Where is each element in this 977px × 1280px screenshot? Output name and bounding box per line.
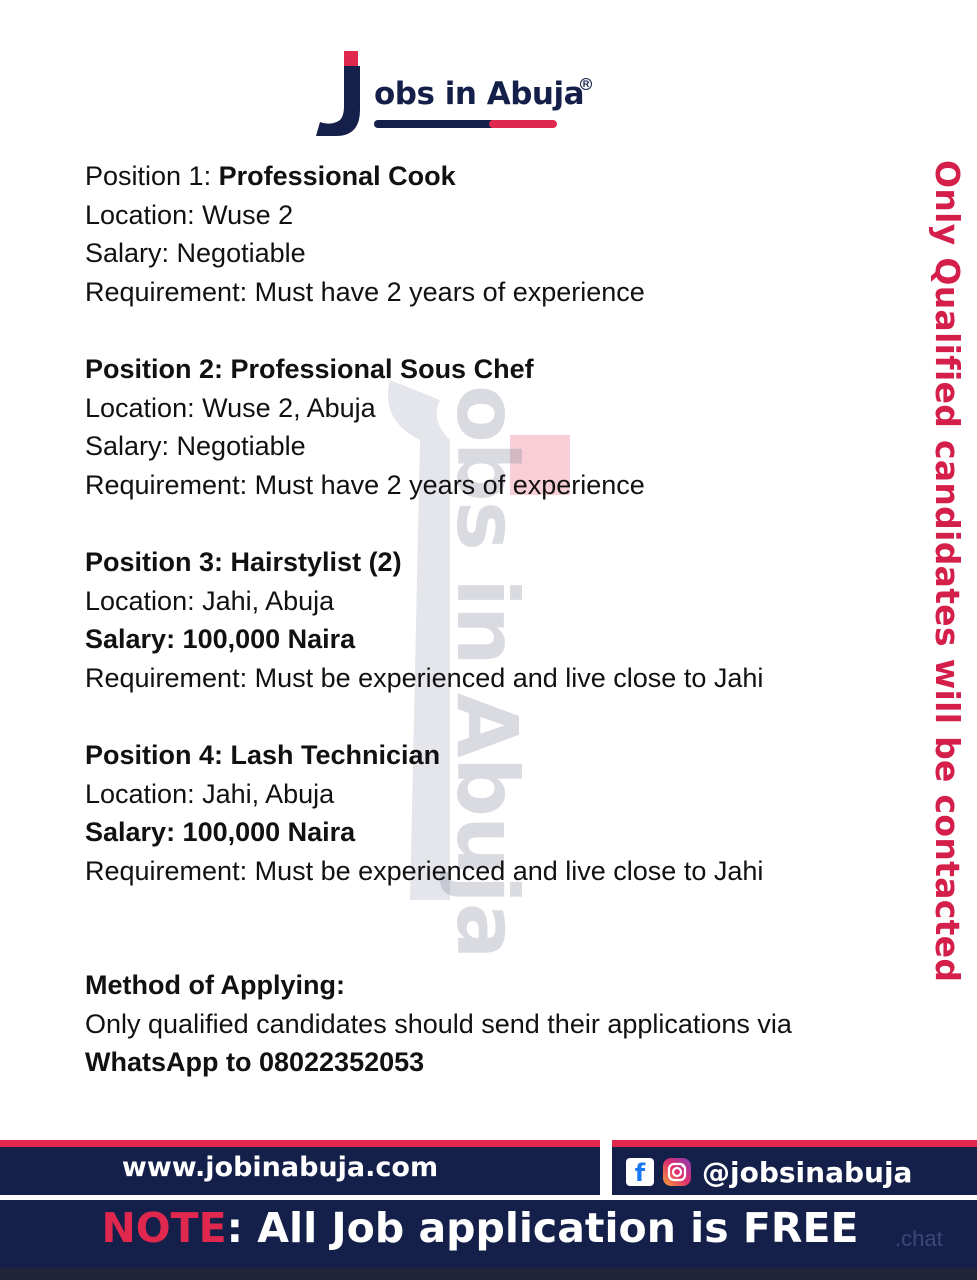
social-links[interactable]	[626, 1155, 912, 1189]
logo-j-mark	[314, 48, 374, 143]
position-3-salary: Salary: 100,000 Naira	[85, 624, 356, 655]
footer-note	[0, 1204, 960, 1252]
instagram-icon[interactable]	[662, 1157, 692, 1187]
brand-logo	[314, 48, 604, 143]
footer-accent-line	[0, 1140, 977, 1147]
position-2-salary: Salary: Negotiable	[85, 431, 306, 462]
position-4-salary: Salary: 100,000 Naira	[85, 817, 356, 848]
footer-edge	[0, 1268, 977, 1280]
position-2-location: Location: Wuse 2, Abuja	[85, 392, 376, 423]
position-3-location: Location: Jahi, Abuja	[85, 585, 335, 616]
position-1-title: Position 1: Professional Cook	[85, 161, 456, 191]
chat-watermark: .chat	[895, 1226, 943, 1251]
position-1-location: Location: Wuse 2	[85, 199, 294, 230]
registered-mark: R	[580, 78, 592, 90]
job-listings	[85, 157, 885, 890]
apply-section	[85, 966, 792, 1082]
position-2-title: Position 2: Professional Sous Chef	[85, 353, 534, 384]
logo-text: obs in Abuja	[374, 76, 585, 112]
apply-text: Only qualified candidates should send their applications via	[85, 1008, 792, 1039]
apply-contact: WhatsApp to 08022352053	[85, 1047, 425, 1078]
position-4-title: Position 4: Lash Technician	[85, 739, 441, 770]
position-4-location: Location: Jahi, Abuja	[85, 778, 335, 809]
social-handle[interactable]: @jobsinabuja	[702, 1155, 913, 1189]
note-label: NOTE	[101, 1204, 227, 1252]
position-2-requirement: Requirement: Must have 2 years of experience	[85, 469, 645, 500]
facebook-icon[interactable]: f	[626, 1158, 654, 1186]
position-1-requirement: Requirement: Must have 2 years of experience	[85, 276, 645, 307]
position-1-salary: Salary: Negotiable	[85, 238, 306, 269]
watermark-text: obs in Abuja	[438, 385, 536, 959]
note-text: : All Job application is FREE	[226, 1204, 859, 1252]
side-note: Only Qualified candidates will be contacted	[928, 160, 967, 983]
footer-divider	[600, 1140, 612, 1196]
apply-heading: Method of Applying:	[85, 970, 345, 1000]
position-3-title: Position 3: Hairstylist (2)	[85, 546, 402, 577]
position-4-requirement: Requirement: Must be experienced and live close to Jahi	[85, 855, 764, 886]
logo-underline-accent	[489, 120, 557, 128]
position-3-requirement: Requirement: Must be experienced and live close to Jahi	[85, 662, 764, 693]
website-link[interactable]: www.jobinabuja.com	[121, 1152, 439, 1183]
